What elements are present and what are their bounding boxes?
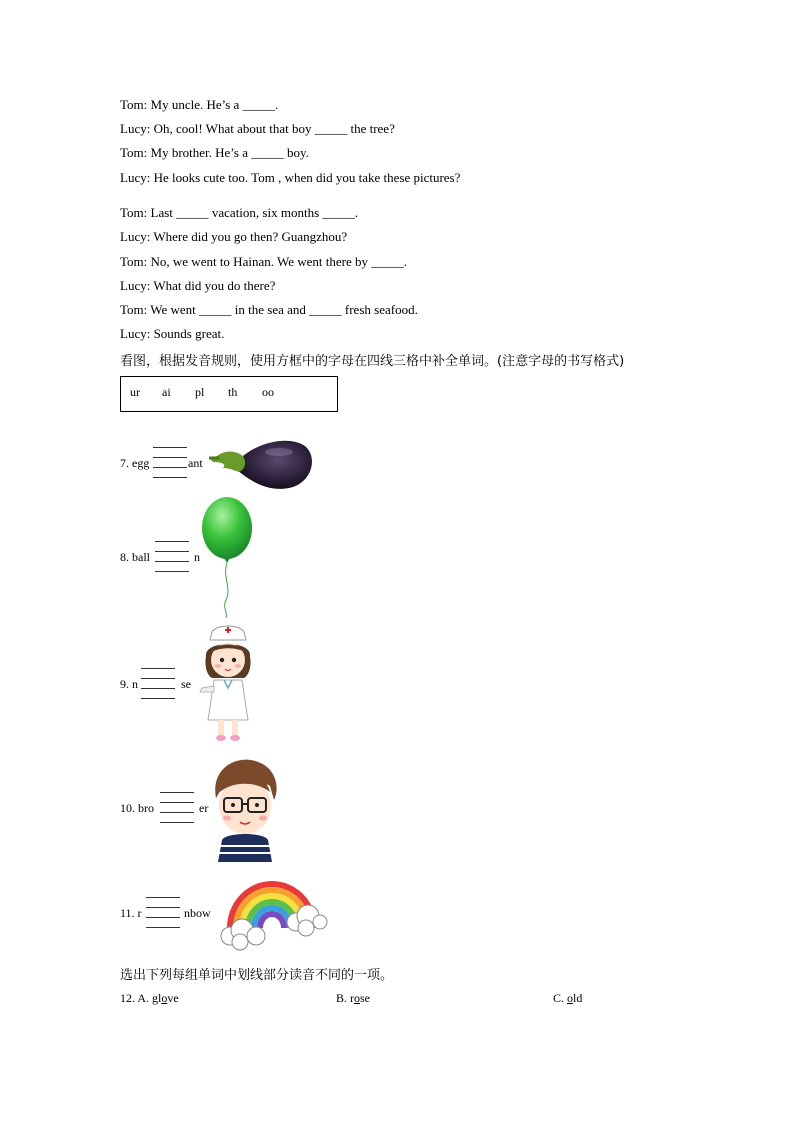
dialogue-line-5: Tom: Last _____ vacation, six months _____. bbox=[120, 205, 359, 220]
item-8-suffix: n bbox=[194, 550, 200, 564]
letter-option-ai: ai bbox=[162, 385, 171, 399]
brother-picture bbox=[210, 756, 280, 862]
item-7-writing-lines[interactable] bbox=[153, 447, 187, 477]
dialogue-line-10: Lucy: Sounds great. bbox=[120, 326, 225, 341]
item-11-prefix: 11. r bbox=[120, 906, 142, 920]
letter-option-oo: oo bbox=[262, 385, 274, 399]
letter-option-pl: pl bbox=[195, 385, 205, 399]
item-8-prefix: 8. ball bbox=[120, 550, 150, 564]
balloon-picture bbox=[198, 496, 256, 618]
section3-instruction: 选出下列每组单词中划线部分读音不同的一项。 bbox=[120, 968, 394, 983]
item-7-prefix: 7. egg bbox=[120, 456, 150, 470]
item-7-suffix: ant bbox=[188, 456, 203, 470]
q12-option-a[interactable]: 12. A. glove bbox=[120, 991, 179, 1005]
q12-number: 12. A. bbox=[120, 991, 153, 1005]
item-11-suffix: nbow bbox=[184, 906, 211, 920]
dialogue-line-6: Lucy: Where did you go then? Guangzhou? bbox=[120, 229, 348, 244]
eggplant-picture bbox=[207, 436, 315, 492]
dialogue-line-3: Tom: My brother. He’s a _____ boy. bbox=[120, 145, 309, 160]
item-9-writing-lines[interactable] bbox=[141, 668, 175, 698]
section2-instruction: 看图，根据发音规则，使用方框中的字母在四线三格中补全单词。(注意字母的书写格式) bbox=[120, 354, 625, 369]
item-9-suffix: se bbox=[181, 677, 191, 691]
letter-option-th: th bbox=[228, 385, 238, 399]
dialogue-line-8: Lucy: What did you do there? bbox=[120, 278, 276, 293]
letter-option-ur: ur bbox=[130, 385, 140, 399]
item-9-prefix: 9. n bbox=[120, 677, 138, 691]
item-11-writing-lines[interactable] bbox=[146, 897, 180, 927]
dialogue-line-4: Lucy: He looks cute too. Tom , when did you take these pictures? bbox=[120, 170, 461, 185]
item-10-suffix: er bbox=[199, 801, 209, 815]
rainbow-picture bbox=[216, 872, 328, 952]
nurse-picture bbox=[194, 622, 260, 744]
q12-option-b[interactable]: B. rose bbox=[336, 991, 371, 1005]
item-8-writing-lines[interactable] bbox=[155, 541, 189, 571]
dialogue-line-2: Lucy: Oh, cool! What about that boy _____ the tree? bbox=[120, 121, 395, 136]
dialogue-line-1: Tom: My uncle. He’s a _____. bbox=[120, 97, 279, 112]
letter-box bbox=[120, 376, 338, 412]
dialogue-line-7: Tom: No, we went to Hainan. We went there by _____. bbox=[120, 254, 407, 269]
q12-option-c[interactable]: C. old bbox=[553, 991, 583, 1005]
item-10-writing-lines[interactable] bbox=[160, 792, 194, 822]
dialogue-line-9: Tom: We went _____ in the sea and _____ fresh seafood. bbox=[120, 302, 418, 317]
item-10-prefix: 10. bro bbox=[120, 801, 154, 815]
